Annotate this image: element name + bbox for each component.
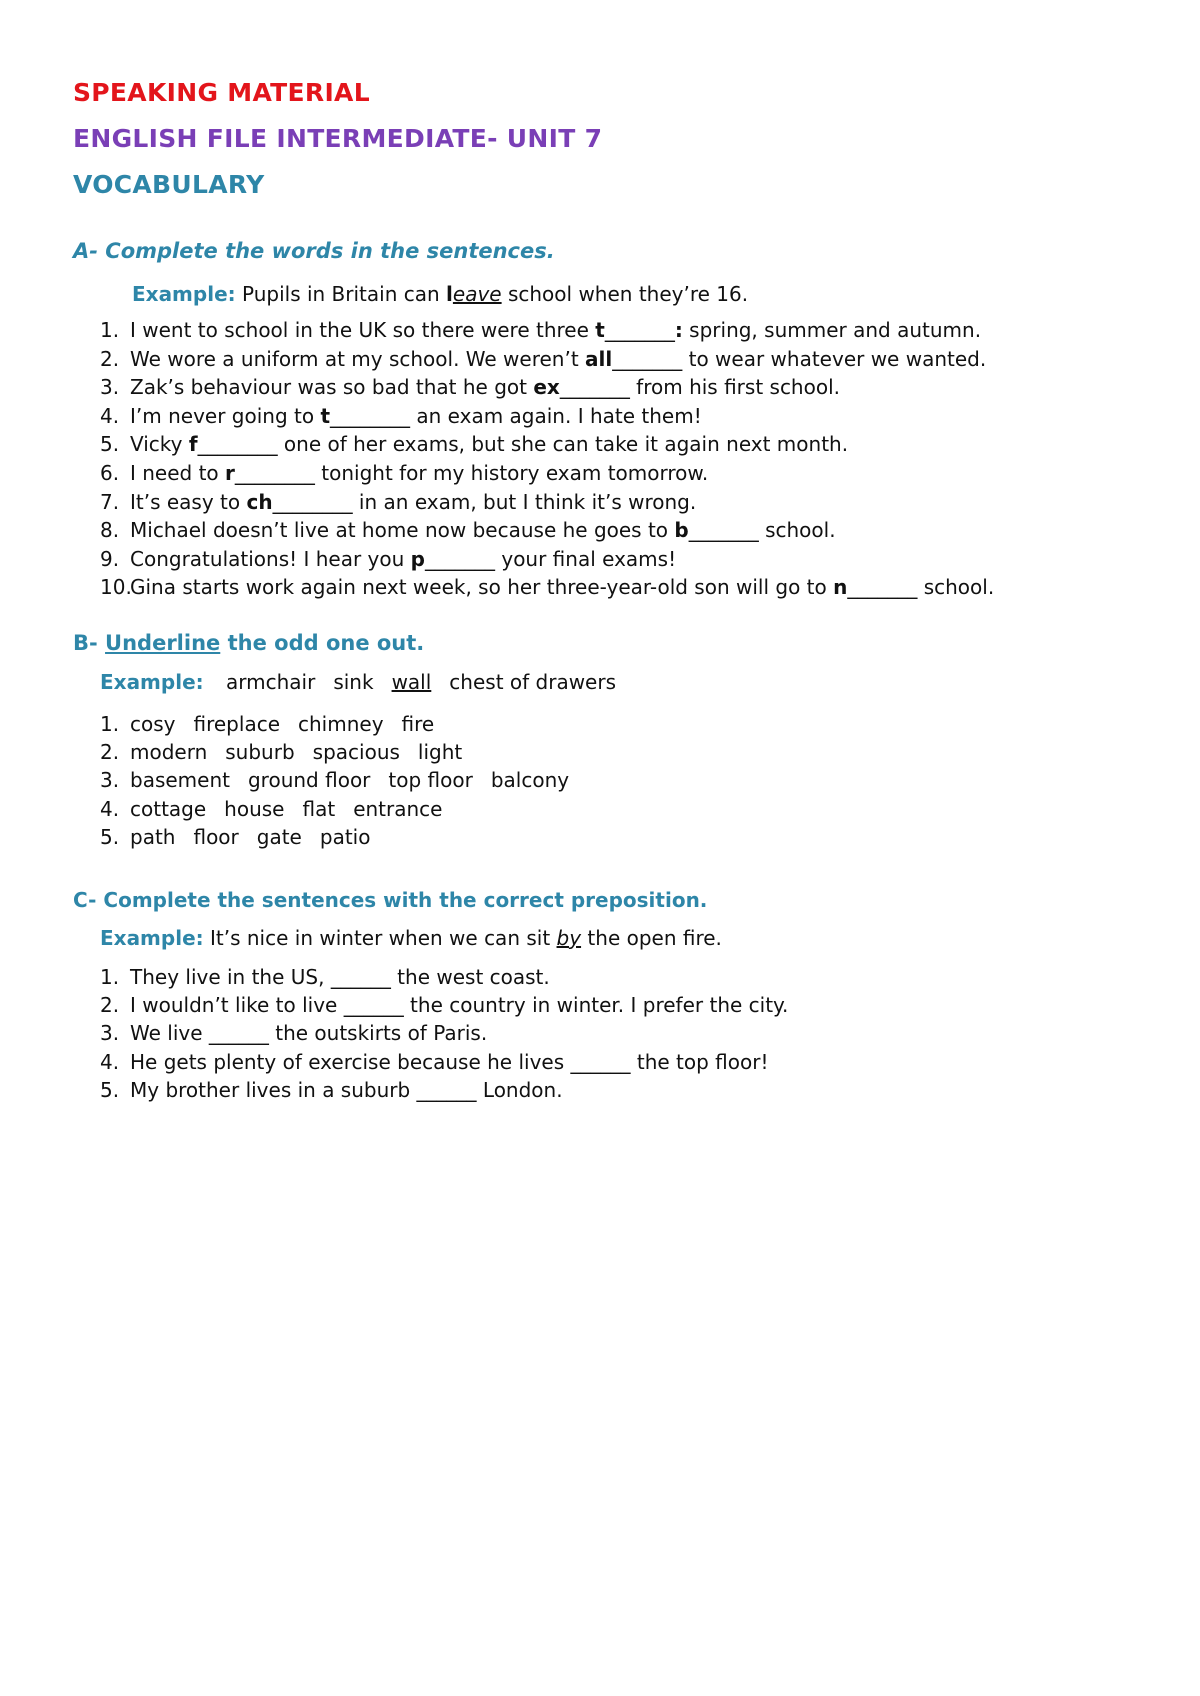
item-word: balcony <box>490 768 570 793</box>
list-item <box>100 461 708 485</box>
item-word: cosy <box>130 712 176 736</box>
example-text-after: the open fire. <box>587 926 722 950</box>
list-item <box>100 404 702 428</box>
list-item <box>100 712 434 736</box>
list-item <box>100 575 994 599</box>
item-bold-letters: p <box>410 546 425 571</box>
item-text-after: one of her exams, but she can take it again next month. <box>277 432 849 457</box>
example-bold-letter: l <box>446 282 453 306</box>
list-item <box>100 318 981 342</box>
example-text-before: Pupils in Britain can <box>242 282 440 306</box>
item-blank: _______ <box>559 375 630 400</box>
item-blank: ________ <box>197 432 278 457</box>
item-number: 2. <box>100 740 120 765</box>
list-item <box>100 1021 487 1045</box>
item-bold-letters: n <box>833 575 848 600</box>
item-bold-letters: ex <box>533 375 560 400</box>
item-number: 1. <box>100 712 120 736</box>
item-number: 8. <box>100 518 120 543</box>
item-blank: _______ <box>612 346 683 371</box>
section-c-heading: C- Complete the sentences with the correct preposition. <box>73 888 708 912</box>
item-number: 4. <box>100 403 120 428</box>
example-answer: by <box>556 926 582 950</box>
list-item <box>100 768 569 792</box>
item-word: path <box>130 824 176 849</box>
item-number: 1. <box>100 318 120 342</box>
item-number: 7. <box>100 489 120 514</box>
item-blank: _______ <box>847 575 918 600</box>
item-text: We live ______ the outskirts of Paris. <box>130 1021 488 1046</box>
item-text: I wouldn’t like to live ______ the country in winter. I prefer the city. <box>130 993 789 1018</box>
item-number: 9. <box>100 546 120 571</box>
list-item <box>100 347 986 371</box>
example-text-before: It’s nice in winter when we can sit <box>210 926 551 950</box>
item-bold-letters: f <box>188 432 198 457</box>
item-text: He gets plenty of exercise because he lives ______ the top floor! <box>130 1049 769 1074</box>
item-blank: _______ <box>688 518 759 543</box>
item-text-after: school. <box>758 518 836 543</box>
item-text: My brother lives in a suburb ______ London. <box>130 1077 563 1102</box>
item-text-after: school. <box>917 575 995 600</box>
item-text-after: an exam again. I hate them! <box>410 403 702 428</box>
item-text-before: Zak’s behaviour was so bad that he got <box>130 375 534 400</box>
item-text-before: I’m never going to <box>130 403 321 428</box>
item-bold-letters: b <box>674 518 689 543</box>
item-number: 5. <box>100 432 120 457</box>
section-b-heading-rest: the odd one out. <box>227 631 425 655</box>
item-text-after: your final exams! <box>495 546 677 571</box>
item-word: entrance <box>353 796 443 821</box>
item-number: 2. <box>100 993 120 1018</box>
item-number: 5. <box>100 824 120 849</box>
example-word: chest of drawers <box>449 670 617 694</box>
example-words <box>226 670 616 694</box>
list-item <box>100 518 836 542</box>
item-text-before: I went to school in the UK so there were three <box>130 318 596 342</box>
item-number: 3. <box>100 768 120 793</box>
section-a-heading: A- Complete the words in the sentences. <box>73 239 555 263</box>
section-b-prefix: B- <box>73 631 98 655</box>
section-b-underlined-word: Underline <box>105 631 221 655</box>
item-blank: ________ <box>330 403 411 428</box>
item-word: cottage <box>130 796 207 821</box>
list-item <box>100 825 370 849</box>
item-text-after: spring, summer and autumn. <box>682 318 982 342</box>
list-item <box>100 740 462 764</box>
item-word: light <box>417 740 463 765</box>
item-number: 4. <box>100 796 120 821</box>
item-bold-letters: ch <box>246 489 273 514</box>
example-word: armchair <box>226 670 316 694</box>
item-bold-letters: all <box>585 346 613 371</box>
item-number: 3. <box>100 1021 120 1046</box>
item-word: ground floor <box>247 768 371 793</box>
item-word: floor <box>193 824 239 849</box>
item-number: 10. <box>100 575 132 600</box>
list-item <box>100 490 696 514</box>
item-word: house <box>224 796 285 821</box>
item-word: flat <box>302 796 336 821</box>
item-word: fire <box>401 712 435 736</box>
item-number: 2. <box>100 346 120 371</box>
section-b-heading <box>73 631 424 655</box>
example-label: Example: <box>100 670 204 694</box>
item-blank: ________ <box>234 461 315 485</box>
page-title: SPEAKING MATERIAL <box>73 78 370 107</box>
item-text-after: to wear whatever we wanted. <box>682 346 987 371</box>
item-blank: ________ <box>272 489 353 514</box>
item-text-after: from his first school. <box>629 375 840 400</box>
item-text-before: Congratulations! I hear you <box>130 546 411 571</box>
list-item <box>100 993 788 1017</box>
item-word: top floor <box>388 768 473 793</box>
list-item <box>100 965 550 989</box>
item-text-before: Vicky <box>130 432 189 457</box>
list-item <box>100 432 848 456</box>
example-label: Example: <box>132 282 236 306</box>
list-item <box>100 1078 563 1102</box>
item-text-before: Michael doesn’t live at home now because he goes to <box>130 518 675 543</box>
item-bold-letters: t <box>320 403 331 428</box>
section-a-example <box>132 282 748 306</box>
item-text-before: We wore a uniform at my school. We weren’t <box>130 346 586 371</box>
item-number: 6. <box>100 461 120 485</box>
item-number: 1. <box>100 965 120 989</box>
list-item <box>100 797 442 821</box>
item-text-before: It’s easy to <box>130 489 247 514</box>
item-text-before: Gina starts work again next week, so her three-year-old son will go to <box>130 575 834 600</box>
item-bold-letters: t <box>595 318 605 342</box>
section-c-example <box>100 926 722 950</box>
item-word: spacious <box>312 740 400 765</box>
item-text-after: tonight for my history exam tomorrow. <box>314 461 709 485</box>
item-number: 3. <box>100 375 120 400</box>
item-word: basement <box>130 768 230 793</box>
item-text-after: in an exam, but I think it’s wrong. <box>352 489 697 514</box>
example-label: Example: <box>100 926 204 950</box>
list-item <box>100 375 840 399</box>
item-text: They live in the US, ______ the west coast. <box>130 965 550 989</box>
example-answer: eave <box>452 282 502 306</box>
item-text-before: I need to <box>130 461 226 485</box>
item-bold-letters: r <box>225 461 235 485</box>
section-title: VOCABULARY <box>73 170 265 199</box>
item-number: 4. <box>100 1049 120 1074</box>
item-word: modern <box>130 740 208 765</box>
example-text-after: school when they’re 16. <box>507 282 749 306</box>
item-blank: _______ <box>604 318 675 342</box>
item-word: fireplace <box>193 712 280 736</box>
section-b-example <box>100 670 616 694</box>
list-item <box>100 1050 768 1074</box>
item-blank: _______ <box>425 546 495 571</box>
item-word: chimney <box>298 712 384 736</box>
list-item <box>100 547 676 571</box>
example-answer-word: wall <box>391 670 432 694</box>
item-word: suburb <box>225 740 295 765</box>
example-word: sink <box>333 670 374 694</box>
item-colon: : <box>674 318 683 342</box>
item-word: gate <box>256 824 302 849</box>
page-subtitle: ENGLISH FILE INTERMEDIATE- UNIT 7 <box>73 124 603 153</box>
item-number: 5. <box>100 1077 120 1102</box>
item-word: patio <box>319 824 371 849</box>
